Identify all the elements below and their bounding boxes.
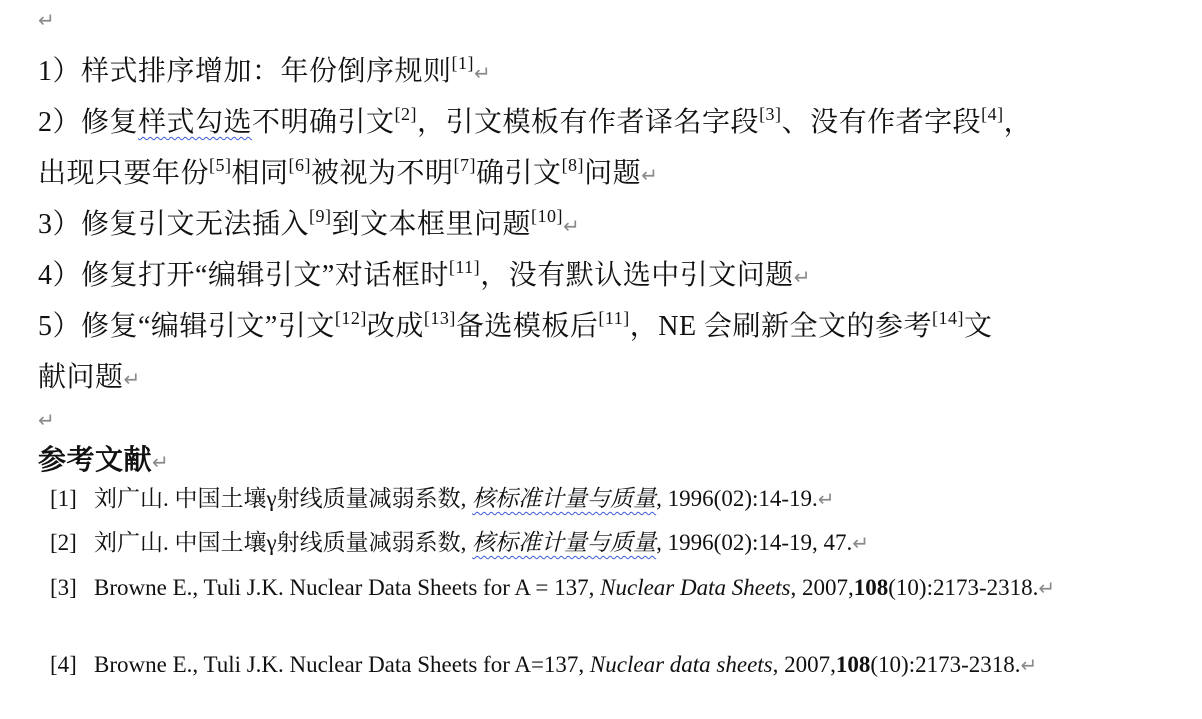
citation-link[interactable]: [1] (451, 53, 475, 73)
list-item-text: 被视为不明 (311, 158, 454, 189)
references-heading (38, 441, 169, 482)
list-item-text: 4）修复打开“编辑引文”对话框时 (38, 260, 449, 291)
spellcheck-underlined-text[interactable]: 样式勾选 (138, 107, 253, 138)
citation-link[interactable]: [4] (981, 104, 1004, 124)
list-item-text: 3）修复引文无法插入 (38, 209, 310, 240)
citation-link[interactable]: [3] (759, 104, 782, 124)
reference-volume: 108 (835, 652, 871, 677)
paragraph-mark-icon: ↵ (641, 163, 659, 187)
list-item-text: 1）样式排序增加：年份倒序规则 (38, 56, 452, 87)
list-item-text: 备选模板后 (455, 311, 599, 342)
paragraph-mark-icon: ↵ (852, 531, 870, 555)
reference-authors-title: 刘广山. 中国土壤γ射线质量减弱系数, (94, 486, 473, 511)
paragraph-mark-icon: ↵ (793, 265, 811, 289)
empty-paragraph (38, 408, 55, 435)
paragraph-mark-icon: ↵ (474, 61, 492, 85)
list-item-text: ，NE 会刷新全文的参考 (629, 311, 933, 342)
reference-journal: 核标准计量与质量 (472, 486, 657, 511)
list-item-2-line-2 (38, 154, 658, 195)
list-item-text: 问题 (584, 158, 642, 189)
reference-details: (10):2173-2318. (888, 575, 1039, 600)
reference-text (94, 572, 1110, 604)
reference-number: [4] (50, 652, 77, 677)
list-item-text: ，引文模板有作者译名字段 (417, 107, 760, 138)
reference-journal: Nuclear data sheets (589, 652, 773, 677)
citation-link[interactable]: [2] (394, 104, 418, 124)
reference-entry (50, 572, 1110, 604)
reference-text (94, 649, 1110, 681)
list-item-text: 文 (964, 311, 993, 342)
citation-link[interactable]: [11] (448, 257, 481, 277)
reference-journal: Nuclear Data Sheets (600, 575, 791, 600)
reference-details: , 1996(02):14-19, 47. (656, 530, 853, 555)
paragraph-mark-icon: ↵ (1038, 576, 1056, 600)
list-item-text: 2）修复 (38, 107, 139, 138)
citation-link[interactable]: [5] (209, 155, 232, 175)
list-item-text: 改成 (366, 311, 424, 342)
citation-link[interactable]: [10] (531, 206, 564, 226)
list-item-text: 、没有作者字段 (781, 107, 982, 138)
citation-link[interactable]: [6] (288, 155, 312, 175)
list-item-text: 到文本框里问题 (331, 209, 532, 240)
reference-entry (50, 527, 1110, 559)
paragraph-mark-icon: ↵ (38, 8, 55, 32)
paragraph-mark-icon: ↵ (563, 214, 581, 238)
list-item-5-line-1 (38, 307, 993, 347)
reference-authors-title: Browne E., Tuli J.K. Nuclear Data Sheets for A = 137, (94, 575, 601, 600)
list-item-3 (38, 205, 580, 246)
reference-entry (50, 483, 1110, 515)
list-item-text: 确引文 (476, 158, 562, 189)
list-item-text: 不明确引文 (252, 107, 395, 138)
reference-year: , 2007, (790, 575, 854, 600)
list-item-text: ，没有默认选中引文问题 (480, 260, 794, 291)
reference-details: , 1996(02):14-19. (656, 486, 818, 511)
reference-volume: 108 (853, 575, 889, 600)
paragraph-mark-icon: ↵ (1020, 653, 1038, 677)
reference-journal: 核标准计量与质量 (472, 530, 657, 555)
list-item-text: 献问题 (38, 362, 124, 393)
list-item-4 (38, 256, 811, 297)
paragraph-mark-icon: ↵ (38, 408, 55, 432)
citation-link[interactable]: [11] (598, 308, 630, 328)
citation-link[interactable]: [14] (932, 308, 965, 328)
reference-authors-title: 刘广山. 中国土壤γ射线质量减弱系数, (94, 530, 473, 555)
references-heading-text: 参考文献 (38, 445, 153, 476)
list-item-text: ， (1003, 107, 1033, 138)
list-item-text: 出现只要年份 (38, 158, 210, 189)
reference-authors-title: Browne E., Tuli J.K. Nuclear Data Sheets for A=137, (94, 652, 590, 677)
reference-year: , 2007, (772, 652, 836, 677)
citation-link[interactable]: [7] (453, 155, 477, 175)
list-item-1 (38, 52, 491, 93)
paragraph-mark-icon: ↵ (123, 367, 141, 391)
paragraph-mark-icon: ↵ (817, 487, 835, 511)
reference-text (94, 527, 1110, 559)
citation-link[interactable]: [9] (309, 206, 332, 226)
citation-link[interactable]: [8] (561, 155, 585, 175)
citation-link[interactable]: [12] (334, 308, 367, 328)
list-item-5-line-2 (38, 358, 141, 399)
reference-number: [1] (50, 486, 77, 511)
paragraph-mark-icon: ↵ (152, 450, 170, 474)
reference-number: [2] (50, 530, 77, 555)
reference-details: (10):2173-2318. (870, 652, 1021, 677)
citation-link[interactable]: [13] (423, 308, 456, 328)
reference-entry (50, 649, 1110, 681)
reference-text (94, 483, 1110, 515)
reference-number: [3] (50, 575, 77, 600)
list-item-text: 5）修复“编辑引文”引文 (38, 311, 335, 342)
empty-paragraph (38, 8, 55, 35)
list-item-2-line-1 (38, 103, 1032, 143)
list-item-text: 相同 (231, 158, 289, 189)
